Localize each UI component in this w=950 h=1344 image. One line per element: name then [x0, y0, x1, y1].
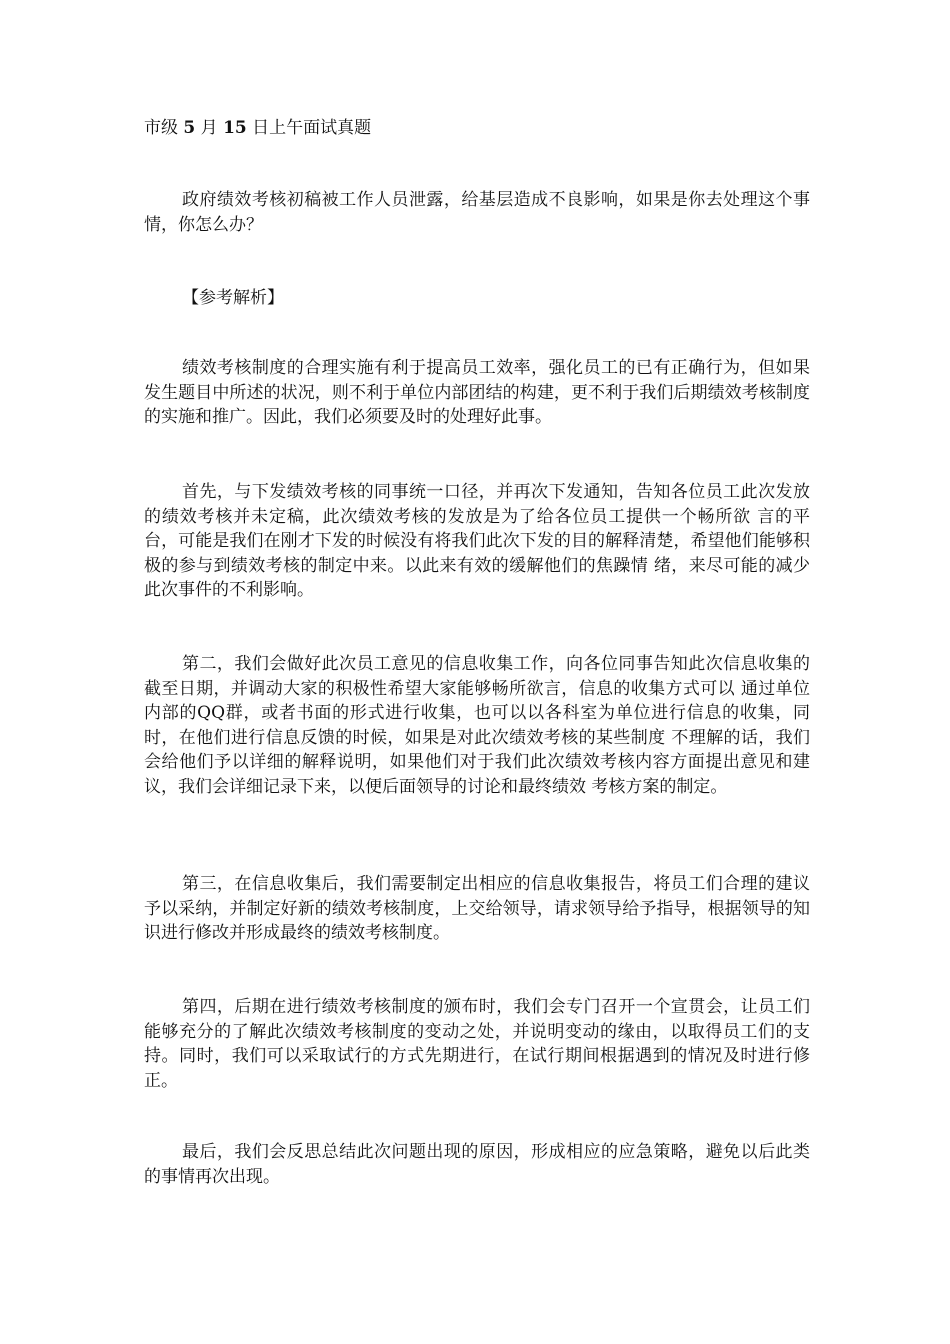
- body-paragraph-intro: 绩效考核制度的合理实施有利于提高员工效率，强化员工的已有正确行为，但如果发生题目中所述的状况，则不利于单位内部团结的构建，更不利于我们后期绩效考核制度的实施和推广。因此，我们必须要及时的处理好此事。: [144, 358, 810, 427]
- body-paragraph-fourth: 第四，后期在进行绩效考核制度的颁布时，我们会专门召开一个宣贯会，让员工们能够充分的了解此次绩效考核制度的变动之处，并说明变动的缘由，以取得员工们的支持。同时，我们可以采取试行的方式先期进行，在试行期间根据遇到的情况及时进行修正。: [144, 997, 810, 1091]
- title-month: 5: [183, 118, 196, 138]
- title-suffix: 日上午面试真题: [252, 118, 372, 138]
- question-paragraph: 政府绩效考核初稿被工作人员泄露，给基层造成不良影响，如果是你去处理这个事情，你怎么办？: [144, 190, 810, 235]
- title-prefix: 市级: [144, 118, 178, 138]
- title-day: 15: [223, 118, 247, 138]
- body-paragraph-third: 第三，在信息收集后，我们需要制定出相应的信息收集报告，将员工们合理的建议予以采纳，并制定好新的绩效考核制度，上交给领导，请求领导给予指导，根据领导的知识进行修改并形成最终的绩效考核制度。: [144, 874, 810, 943]
- body-paragraph-last: 最后，我们会反思总结此次问题出现的原因，形成相应的应急策略，避免以后此类的事情再次出现。: [144, 1142, 810, 1187]
- title-month-unit: 月: [200, 118, 218, 138]
- document-title: [144, 116, 824, 140]
- body-paragraph-first: 首先，与下发绩效考核的同事统一口径，并再次下发通知，告知各位员工此次发放的绩效考核并未定稿，此次绩效考核的发放是为了给各位员工提供一个畅所欲 言的平台，可能是我们在刚才下发的时候没有将我们此次下发的目的解释清楚，希望他们能够积极的参与到绩效考核的制定中来。以此来有效的缓解他们的焦躁情 绪，来尽可能的减少此次事件的不利影响。: [144, 482, 810, 600]
- analysis-heading: 【参考解析】: [182, 288, 284, 308]
- body-paragraph-second: 第二，我们会做好此次员工意见的信息收集工作，向各位同事告知此次信息收集的截至日期，并调动大家的积极性希望大家能够畅所欲言，信息的收集方式可以 通过单位内部的QQ群，或者书面的形式进行收集，也可以以各科室为单位进行信息的收集，同时，在他们进行信息反馈的时候，如果是对此次绩效考核的某些制度 不理解的话，我们会给他们予以详细的解释说明，如果他们对于我们此次绩效考核内容方面提出意见和建议，我们会详细记录下来，以便后面领导的讨论和最终绩效 考核方案的制定。: [144, 654, 810, 797]
